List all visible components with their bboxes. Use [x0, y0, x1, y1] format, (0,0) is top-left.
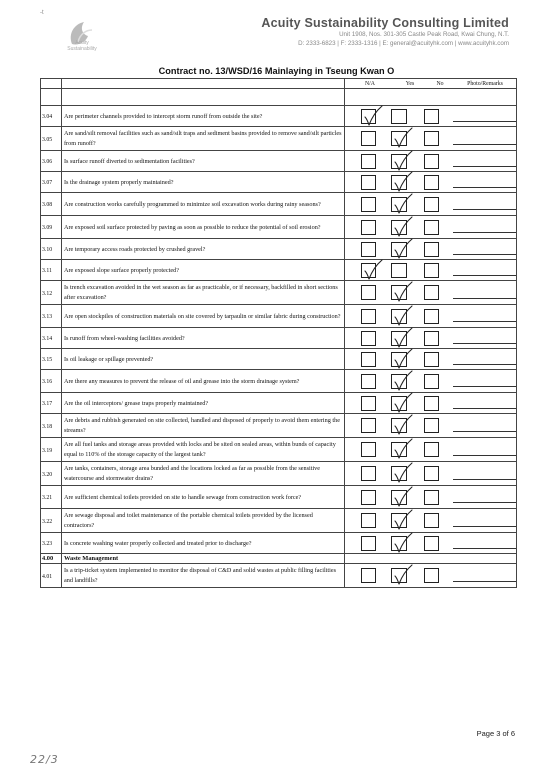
item-options: [345, 393, 517, 414]
table-row: [41, 328, 517, 349]
check-mark-icon: [392, 414, 414, 436]
item-question: Are sewage disposal and toilet maintenance of the portable chemical toilets provided by the licensed contractors?: [62, 509, 345, 533]
na-checkbox[interactable]: [361, 536, 376, 551]
no-checkbox[interactable]: [424, 242, 439, 257]
item-question: Is surface runoff diverted to sedimentation facilities?: [62, 151, 345, 172]
remarks-field[interactable]: [453, 375, 516, 387]
check-mark-icon: [362, 105, 384, 127]
corner-mark: -t: [40, 10, 44, 16]
table-row: [41, 370, 517, 393]
table-row: [41, 486, 517, 509]
item-options: [345, 260, 517, 281]
no-checkbox[interactable]: [424, 396, 439, 411]
table-row: [41, 127, 517, 151]
no-checkbox[interactable]: [424, 466, 439, 481]
na-checkbox[interactable]: [361, 242, 376, 257]
item-question: Are tanks, containers, storage area bunded and the locations locked as far as possible from the sensitive watercourse and stormwater drains?: [62, 462, 345, 486]
item-options: [345, 172, 517, 193]
remarks-field[interactable]: [453, 468, 516, 480]
table-row: [41, 193, 517, 216]
remarks-field[interactable]: [453, 155, 516, 167]
na-checkbox[interactable]: [361, 109, 376, 124]
item-options: [345, 564, 517, 588]
item-options: [345, 328, 517, 349]
header-yes: Yes: [405, 80, 415, 87]
item-options: [345, 370, 517, 393]
item-options: [345, 239, 517, 260]
item-question: Are exposed soil surface protected by paving as soon as possible to reduce the potential of soil erosion?: [62, 216, 345, 239]
item-number: 3.07: [41, 172, 62, 193]
item-number: 3.16: [41, 370, 62, 393]
item-options: [345, 193, 517, 216]
item-number: 3.22: [41, 509, 62, 533]
table-header-row: [41, 79, 517, 89]
remarks-field[interactable]: [453, 353, 516, 365]
item-number: 3.05: [41, 127, 62, 151]
yes-checkbox[interactable]: [391, 285, 406, 300]
item-options: [345, 438, 517, 462]
no-checkbox[interactable]: [424, 568, 439, 583]
item-question: Is the drainage system properly maintained?: [62, 172, 345, 193]
table-row: [41, 239, 517, 260]
check-mark-icon: [392, 564, 414, 586]
yes-checkbox[interactable]: [391, 418, 406, 433]
yes-checkbox[interactable]: [391, 197, 406, 212]
header-num: [41, 79, 62, 89]
check-mark-icon: [392, 216, 414, 238]
remarks-field[interactable]: [453, 570, 516, 582]
item-question: Is trench excavation avoided in the wet season as far as practicable, or if necessary, backfilled in short sections after excavation?: [62, 281, 345, 305]
yes-checkbox[interactable]: [391, 513, 406, 528]
company-name: Acuity Sustainability Consulting Limited: [261, 16, 509, 30]
table-row: [41, 564, 517, 588]
item-number: 3.10: [41, 239, 62, 260]
item-options: [345, 486, 517, 509]
item-options: [345, 106, 517, 127]
company-block: [261, 16, 509, 48]
no-checkbox[interactable]: [424, 418, 439, 433]
item-question: Are open stockpiles of construction materials on site covered by tarpaulin or similar fabric during construction?: [62, 305, 345, 328]
company-contact: D: 2333-6823 | F: 2333-1316 | E: general@acuityhk.com | www.acuityhk.com: [298, 40, 509, 47]
check-mark-icon: [392, 327, 414, 349]
no-checkbox[interactable]: [424, 285, 439, 300]
remarks-field[interactable]: [453, 264, 516, 276]
remarks-field[interactable]: [453, 444, 516, 456]
check-mark-icon: [392, 305, 414, 327]
yes-checkbox[interactable]: [391, 374, 406, 389]
na-checkbox[interactable]: [361, 418, 376, 433]
remarks-field[interactable]: [453, 397, 516, 409]
na-checkbox[interactable]: [361, 331, 376, 346]
item-number: 3.15: [41, 349, 62, 370]
item-options: [345, 533, 517, 554]
check-mark-icon: [392, 486, 414, 508]
logo-text: Acuity Sustainability: [67, 40, 97, 52]
check-mark-icon: [392, 171, 414, 193]
remarks-field[interactable]: [453, 537, 516, 549]
item-question: Are sufficient chemical toilets provided on site to handle sewage from construction work force?: [62, 486, 345, 509]
header-na: N/A: [365, 80, 375, 87]
table-row: [41, 509, 517, 533]
na-checkbox[interactable]: [361, 131, 376, 146]
company-address: Unit 1908, Nos. 301-305 Castle Peak Road, Kwai Chung, N.T.: [339, 31, 509, 38]
yes-checkbox[interactable]: [391, 263, 406, 278]
remarks-field[interactable]: [453, 287, 516, 299]
section-row: [41, 554, 517, 564]
check-mark-icon: [392, 348, 414, 370]
item-question: Are sand/silt removal facilities such as sand/silt traps and sediment basins provided to remove sand/silt particles from runoff?: [62, 127, 345, 151]
no-checkbox[interactable]: [424, 220, 439, 235]
item-options: [345, 216, 517, 239]
contract-title: Contract no. 13/WSD/16 Mainlaying in Tseung Kwan O: [158, 66, 395, 76]
na-checkbox[interactable]: [361, 442, 376, 457]
item-number: 3.04: [41, 106, 62, 127]
item-number: 3.17: [41, 393, 62, 414]
remarks-field[interactable]: [453, 332, 516, 344]
no-checkbox[interactable]: [424, 536, 439, 551]
table-row: [41, 414, 517, 438]
no-checkbox[interactable]: [424, 442, 439, 457]
items2-body: [41, 564, 517, 588]
remarks-field[interactable]: [453, 221, 516, 233]
item-number: 3.21: [41, 486, 62, 509]
item-options: [345, 414, 517, 438]
item-question: Are the oil interceptors/ grease traps properly maintained?: [62, 393, 345, 414]
item-options: [345, 281, 517, 305]
table-row: [41, 260, 517, 281]
header-options: [345, 79, 517, 89]
item-number: 3.06: [41, 151, 62, 172]
check-mark-icon: [392, 462, 414, 484]
yes-checkbox[interactable]: [391, 220, 406, 235]
table-row: [41, 281, 517, 305]
na-checkbox[interactable]: [361, 466, 376, 481]
table-row: [41, 462, 517, 486]
remarks-field[interactable]: [453, 310, 516, 322]
yes-checkbox[interactable]: [391, 396, 406, 411]
item-options: [345, 151, 517, 172]
item-question: Are perimeter channels provided to intercept storm runoff from outside the site?: [62, 106, 345, 127]
check-mark-icon: [392, 238, 414, 260]
item-question: Is runoff from wheel-washing facilities avoided?: [62, 328, 345, 349]
yes-checkbox[interactable]: [391, 442, 406, 457]
item-number: 3.12: [41, 281, 62, 305]
remarks-field[interactable]: [453, 110, 516, 122]
no-checkbox[interactable]: [424, 374, 439, 389]
na-checkbox[interactable]: [361, 220, 376, 235]
remarks-field[interactable]: [453, 198, 516, 210]
table-row: [41, 393, 517, 414]
na-checkbox[interactable]: [361, 568, 376, 583]
na-checkbox[interactable]: [361, 396, 376, 411]
na-checkbox[interactable]: [361, 154, 376, 169]
yes-checkbox[interactable]: [391, 175, 406, 190]
item-options: [345, 462, 517, 486]
no-checkbox[interactable]: [424, 352, 439, 367]
header-no: No: [436, 80, 444, 87]
yes-checkbox[interactable]: [391, 309, 406, 324]
table-row: [41, 349, 517, 370]
no-checkbox[interactable]: [424, 309, 439, 324]
check-mark-icon: [392, 193, 414, 215]
item-question: Are exposed slope surface properly protected?: [62, 260, 345, 281]
no-checkbox[interactable]: [424, 197, 439, 212]
item-options: [345, 509, 517, 533]
item-number: 3.11: [41, 260, 62, 281]
no-checkbox[interactable]: [424, 175, 439, 190]
section-body: [41, 554, 517, 564]
item-options: [345, 305, 517, 328]
no-checkbox[interactable]: [424, 263, 439, 278]
table-row: [41, 438, 517, 462]
na-checkbox[interactable]: [361, 263, 376, 278]
yes-checkbox[interactable]: [391, 466, 406, 481]
item-number: 3.14: [41, 328, 62, 349]
item-number: 4.01: [41, 564, 62, 588]
table-row: [41, 216, 517, 239]
no-checkbox[interactable]: [424, 154, 439, 169]
na-checkbox[interactable]: [361, 197, 376, 212]
check-mark-icon: [392, 532, 414, 554]
section-num: 4.00: [41, 554, 62, 564]
yes-checkbox[interactable]: [391, 490, 406, 505]
no-checkbox[interactable]: [424, 331, 439, 346]
yes-checkbox[interactable]: [391, 242, 406, 257]
item-question: Are all fuel tanks and storage areas provided with locks and be sited on sealed areas, within bunds of capacity equal to 110% of the storage capacity of the largest tank?: [62, 438, 345, 462]
table-row: [41, 305, 517, 328]
item-number: 3.18: [41, 414, 62, 438]
item-number: 3.20: [41, 462, 62, 486]
item-number: 3.08: [41, 193, 62, 216]
remarks-field[interactable]: [453, 243, 516, 255]
no-checkbox[interactable]: [424, 513, 439, 528]
na-checkbox[interactable]: [361, 285, 376, 300]
item-question: Are temporary access roads protected by crushed gravel?: [62, 239, 345, 260]
item-options: [345, 127, 517, 151]
check-mark-icon: [362, 259, 384, 281]
item-question: Is oil leakage or spillage prevented?: [62, 349, 345, 370]
header-question: [62, 79, 345, 89]
remarks-field[interactable]: [453, 420, 516, 432]
remarks-field[interactable]: [453, 133, 516, 145]
page-number: Page 3 of 6: [476, 729, 515, 738]
item-options: [345, 349, 517, 370]
yes-checkbox[interactable]: [391, 568, 406, 583]
item-question: Is concrete washing water properly collected and treated prior to discharge?: [62, 533, 345, 554]
check-mark-icon: [392, 509, 414, 531]
item-number: 3.19: [41, 438, 62, 462]
item-number: 3.23: [41, 533, 62, 554]
item-question: Are there any measures to prevent the release of oil and grease into the storm drainage system?: [62, 370, 345, 393]
item-question: Is a trip-ticket system implemented to monitor the disposal of C&D and solid wastes at public filling facilities and landfills?: [62, 564, 345, 588]
table-row: [41, 106, 517, 127]
yes-checkbox[interactable]: [391, 109, 406, 124]
item-number: 3.09: [41, 216, 62, 239]
no-checkbox[interactable]: [424, 109, 439, 124]
check-mark-icon: [392, 127, 414, 149]
na-checkbox[interactable]: [361, 374, 376, 389]
section-title: Waste Management: [62, 554, 345, 564]
item-question: Are debris and rubbish generated on site collected, handled and disposed of properly to avoid them entering the streams?: [62, 414, 345, 438]
na-checkbox[interactable]: [361, 490, 376, 505]
no-checkbox[interactable]: [424, 490, 439, 505]
yes-checkbox[interactable]: [391, 154, 406, 169]
item-number: 3.13: [41, 305, 62, 328]
header-remarks: Photo/Remarks: [467, 80, 503, 87]
no-checkbox[interactable]: [424, 131, 439, 146]
item-question: Are construction works carefully programmed to minimize soil excavation works during rainy seasons?: [62, 193, 345, 216]
items-body: [41, 106, 517, 554]
check-mark-icon: [392, 392, 414, 414]
check-mark-icon: [392, 150, 414, 172]
remarks-field[interactable]: [453, 515, 516, 527]
table-row: [41, 172, 517, 193]
na-checkbox[interactable]: [361, 309, 376, 324]
check-mark-icon: [392, 438, 414, 460]
yes-checkbox[interactable]: [391, 131, 406, 146]
table-row: [41, 533, 517, 554]
remarks-field[interactable]: [453, 176, 516, 188]
na-checkbox[interactable]: [361, 175, 376, 190]
check-mark-icon: [392, 370, 414, 392]
na-checkbox[interactable]: [361, 352, 376, 367]
yes-checkbox[interactable]: [391, 331, 406, 346]
yes-checkbox[interactable]: [391, 536, 406, 551]
table-row: [41, 151, 517, 172]
check-mark-icon: [392, 281, 414, 303]
handwritten-date: 22/3: [30, 753, 59, 766]
yes-checkbox[interactable]: [391, 352, 406, 367]
remarks-field[interactable]: [453, 491, 516, 503]
checklist-table: [40, 78, 517, 588]
blank-row: [41, 89, 517, 106]
na-checkbox[interactable]: [361, 513, 376, 528]
